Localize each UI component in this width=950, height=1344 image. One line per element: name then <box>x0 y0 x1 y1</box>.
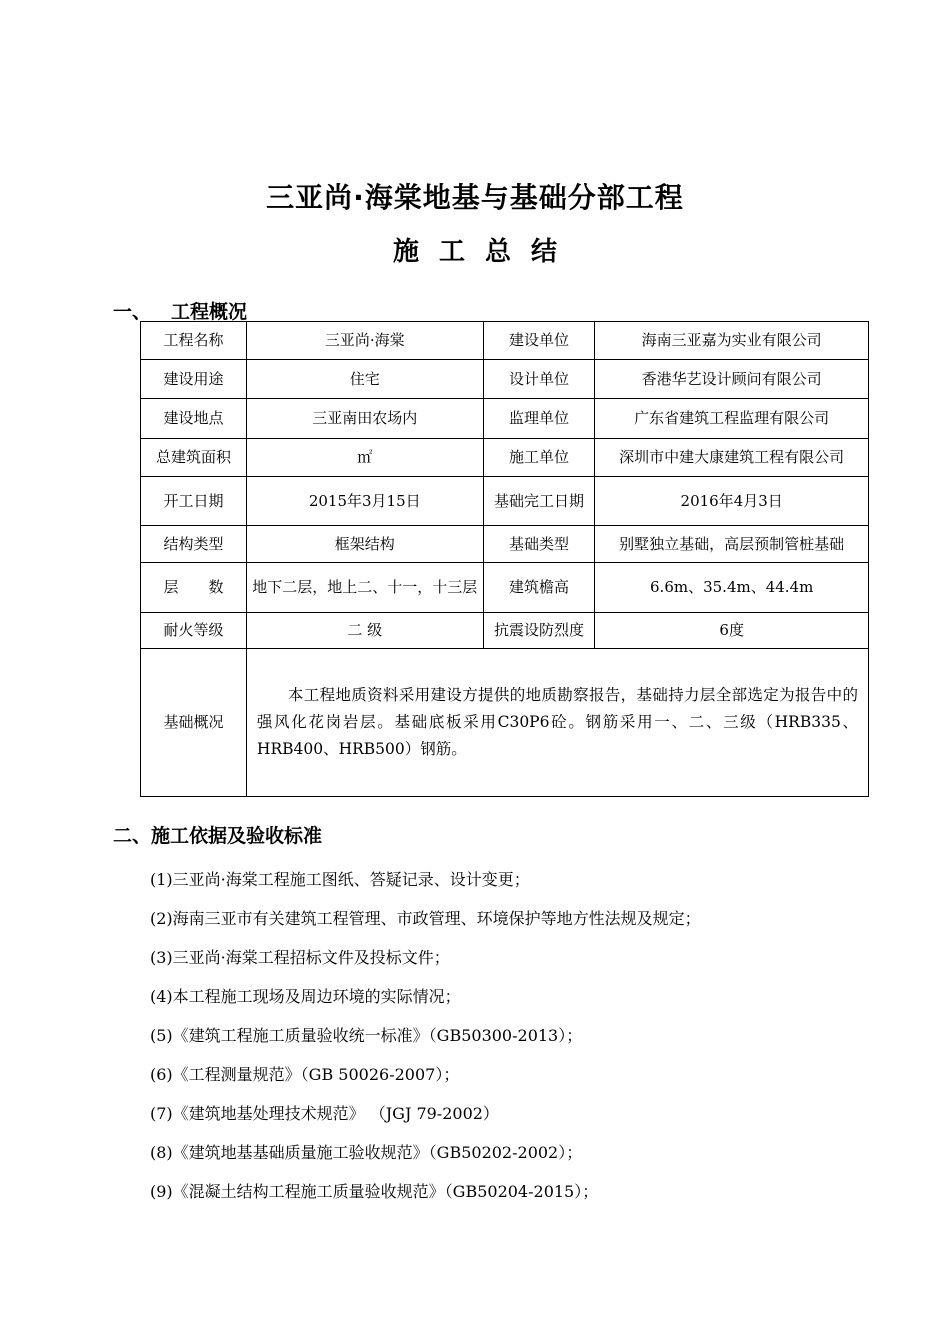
table-row <box>141 563 869 613</box>
table-value: 香港华艺设计顾问有限公司 <box>595 360 869 399</box>
table-value: 海南三亚嘉为实业有限公司 <box>595 322 869 360</box>
list-item: (6)《工程测量规范》（GB 50026-2007）； <box>150 1065 460 1084</box>
list-item: (4)本工程施工现场及周边环境的实际情况； <box>150 987 461 1006</box>
list-item: (7)《建筑地基处理技术规范》 （JGJ 79-2002） <box>150 1104 499 1123</box>
table-label: 设计单位 <box>483 360 595 399</box>
table-label: 总建筑面积 <box>141 439 247 477</box>
table-label: 基础完工日期 <box>483 477 595 526</box>
table-value: 地下二层，地上二、十一，十三层 <box>246 563 483 613</box>
document-subtitle: 施工总结 <box>392 237 577 267</box>
table-row <box>141 526 869 563</box>
list-item: (9)《混凝土结构工程施工质量验收规范》（GB50204-2015）； <box>150 1182 599 1201</box>
table-value: 6度 <box>595 613 869 649</box>
table-value: 2016年4月3日 <box>595 477 869 526</box>
table-label: 耐火等级 <box>141 613 247 649</box>
table-row <box>141 399 869 439</box>
table-value: ㎡ <box>246 439 483 477</box>
section-1-number: 一、 <box>113 301 152 323</box>
section-1-heading <box>113 297 247 324</box>
table-label: 建筑檐高 <box>483 563 595 613</box>
project-overview-table <box>140 321 869 797</box>
table-value: 深圳市中建大康建筑工程有限公司 <box>595 439 869 477</box>
table-value: 别墅独立基础，高层预制管桩基础 <box>595 526 869 563</box>
table-label: 建设单位 <box>483 322 595 360</box>
table-value: 住宅 <box>246 360 483 399</box>
standards-list <box>150 860 701 1211</box>
foundation-description-text: 本工程地质资料采用建设方提供的地质勘察报告，基础持力层全部选定为报告中的强风化花岗岩层。基础底板采用C30P6砼。钢筋采用一、二、三级（HRB335、HRB400、HRB500）钢筋。 <box>256 686 858 758</box>
list-item: (1)三亚尚·海棠工程施工图纸、答疑记录、设计变更； <box>150 870 530 889</box>
table-label: 基础概况 <box>141 649 247 797</box>
list-item: (2)海南三亚市有关建筑工程管理、市政管理、环境保护等地方性法规及规定； <box>150 909 701 928</box>
table-label: 结构类型 <box>141 526 247 563</box>
table-row <box>141 322 869 360</box>
table-label: 抗震设防烈度 <box>483 613 595 649</box>
table-row <box>141 360 869 399</box>
table-value: 6.6m、35.4m、44.4m <box>595 563 869 613</box>
table-label: 层 数 <box>141 563 247 613</box>
table-label: 施工单位 <box>483 439 595 477</box>
table-value: 二 级 <box>246 613 483 649</box>
section-2-heading: 二、施工依据及验收标准 <box>113 825 323 847</box>
table-value: 三亚南田农场内 <box>246 399 483 439</box>
list-item: (3)三亚尚·海棠工程招标文件及投标文件； <box>150 948 450 967</box>
table-row <box>141 649 869 797</box>
document-title: 三亚尚·海棠地基与基础分部工程 <box>266 181 684 214</box>
table-row <box>141 477 869 526</box>
table-value: 三亚尚·海棠 <box>246 322 483 360</box>
table-label: 基础类型 <box>483 526 595 563</box>
table-value: 广东省建筑工程监理有限公司 <box>595 399 869 439</box>
table-label: 开工日期 <box>141 477 247 526</box>
table-label: 工程名称 <box>141 322 247 360</box>
table-label: 建设地点 <box>141 399 247 439</box>
foundation-description <box>246 649 868 797</box>
table-value: 2015年3月15日 <box>246 477 483 526</box>
table-label: 监理单位 <box>483 399 595 439</box>
list-item: (5)《建筑工程施工质量验收统一标准》（GB50300-2013）； <box>150 1026 583 1045</box>
section-1-title: 工程概况 <box>171 301 248 323</box>
table-value: 框架结构 <box>246 526 483 563</box>
list-item: (8)《建筑地基基础质量施工验收规范》（GB50202-2002）； <box>150 1143 583 1162</box>
table-row <box>141 613 869 649</box>
table-label: 建设用途 <box>141 360 247 399</box>
table-row <box>141 439 869 477</box>
